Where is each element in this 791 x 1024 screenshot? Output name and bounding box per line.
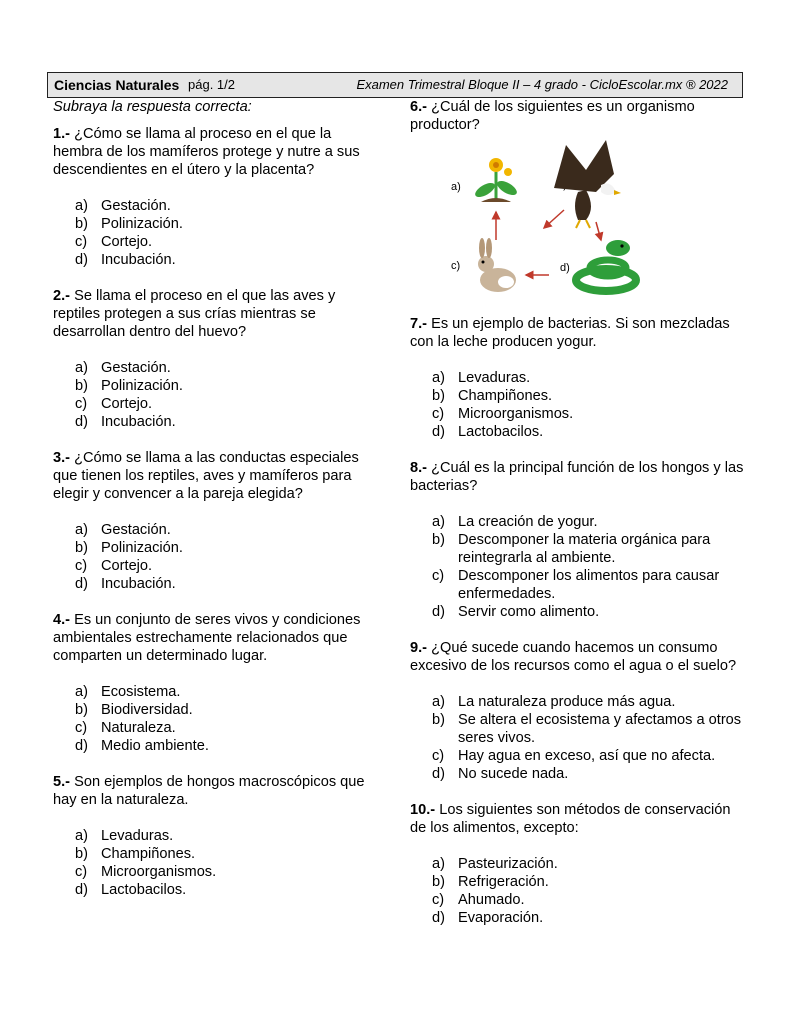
- option-letter: c): [432, 748, 445, 764]
- question-text: ¿Cuál es la principal función de los hongos y las bacterias?: [410, 460, 744, 494]
- food-chain-art: [446, 140, 676, 295]
- option-text: Descomponer la materia orgánica para reintegrarla al ambiente.: [458, 532, 711, 566]
- option-letter: b): [75, 540, 88, 556]
- option-letter: a): [75, 828, 88, 844]
- answer-option[interactable]: [53, 251, 383, 269]
- question-number: 6.-: [410, 99, 428, 115]
- answer-options: [410, 693, 750, 783]
- answer-option[interactable]: [53, 215, 383, 233]
- option-letter: d): [75, 414, 88, 430]
- option-text: Incubación.: [101, 252, 176, 268]
- question-number: 3.-: [53, 450, 71, 466]
- answer-option[interactable]: [410, 873, 750, 891]
- option-letter: b): [432, 874, 445, 890]
- option-text: Champiñones.: [458, 388, 553, 404]
- answer-options: [53, 197, 383, 269]
- option-text: Lactobacilos.: [458, 424, 544, 440]
- option-letter: d): [432, 910, 445, 926]
- diagram-label-c[interactable]: c): [451, 260, 461, 272]
- answer-option[interactable]: [410, 369, 750, 387]
- question-block: [410, 459, 750, 621]
- answer-option[interactable]: [53, 557, 383, 575]
- option-text: Polinización.: [101, 540, 183, 556]
- food-chain-diagram: [446, 140, 676, 295]
- exam-title: Examen Trimestral Bloque II – 4 grado - CicloEscolar.mx ® 2022: [356, 77, 728, 92]
- option-text: Se altera el ecosistema y afectamos a otros seres vivos.: [458, 712, 742, 746]
- option-letter: a): [75, 360, 88, 376]
- answer-options: [410, 369, 750, 441]
- question-text: ¿Qué sucede cuando hacemos un consumo excesivo de los recursos como el agua o el suelo?: [410, 640, 737, 674]
- option-text: Medio ambiente.: [101, 738, 209, 754]
- answer-option[interactable]: [53, 575, 383, 593]
- option-text: Gestación.: [101, 522, 171, 538]
- answer-option[interactable]: [53, 827, 383, 845]
- option-text: No sucede nada.: [458, 766, 569, 782]
- option-letter: c): [75, 864, 88, 880]
- right-column: [410, 98, 750, 945]
- answer-option[interactable]: [410, 909, 750, 927]
- answer-option[interactable]: [410, 711, 750, 747]
- option-letter: b): [432, 712, 445, 728]
- answer-option[interactable]: [53, 413, 383, 431]
- answer-options: [53, 359, 383, 431]
- answer-options: [410, 513, 750, 621]
- option-letter: c): [75, 720, 88, 736]
- option-letter: a): [432, 694, 445, 710]
- answer-option[interactable]: [410, 747, 750, 765]
- question-block: [410, 315, 750, 441]
- option-text: Levaduras.: [101, 828, 174, 844]
- option-letter: b): [432, 388, 445, 404]
- option-letter: b): [432, 532, 445, 548]
- answer-option[interactable]: [53, 233, 383, 251]
- option-letter: c): [75, 396, 88, 412]
- option-text: Champiñones.: [101, 846, 196, 862]
- question-text: Se llama el proceso en el que las aves y reptiles protegen a sus crías mientras se desarrollan dentro del huevo?: [53, 288, 336, 340]
- question-block: [53, 287, 383, 431]
- answer-option[interactable]: [410, 855, 750, 873]
- answer-option[interactable]: [410, 405, 750, 423]
- option-letter: d): [432, 604, 445, 620]
- diagram-label-a[interactable]: a): [451, 181, 461, 193]
- option-letter: d): [75, 738, 88, 754]
- option-text: Cortejo.: [101, 396, 153, 412]
- page-number: pág. 1/2: [188, 77, 235, 92]
- question-block: [53, 125, 383, 269]
- rabbit-icon: [478, 238, 516, 292]
- option-letter: d): [432, 424, 445, 440]
- answer-option[interactable]: [53, 197, 383, 215]
- option-text: Naturaleza.: [101, 720, 176, 736]
- question-block: [53, 773, 383, 899]
- question-number: 2.-: [53, 288, 71, 304]
- question-text: ¿Cómo se llama al proceso en el que la hembra de los mamíferos protege y nutre a sus descendientes en el útero y la placenta?: [53, 126, 360, 178]
- answer-option[interactable]: [53, 683, 383, 701]
- option-text: Levaduras.: [458, 370, 531, 386]
- question-number: 5.-: [53, 774, 71, 790]
- question-text: Es un ejemplo de bacterias. Si son mezcladas con la leche producen yogur.: [410, 316, 730, 350]
- question-block: [410, 639, 750, 783]
- option-letter: d): [432, 766, 445, 782]
- answer-option[interactable]: [410, 765, 750, 783]
- left-questions: [53, 125, 383, 899]
- option-text: Gestación.: [101, 198, 171, 214]
- option-text: Hay agua en exceso, así que no afecta.: [458, 748, 716, 764]
- option-text: La creación de yogur.: [458, 514, 598, 530]
- option-letter: c): [432, 892, 445, 908]
- question-text: Es un conjunto de seres vivos y condiciones ambientales estrechamente relacionados que comparten un determinado lugar.: [53, 612, 361, 664]
- answer-options: [53, 521, 383, 593]
- option-letter: a): [432, 856, 445, 872]
- answer-option[interactable]: [53, 701, 383, 719]
- option-letter: a): [75, 684, 88, 700]
- answer-option[interactable]: [53, 863, 383, 881]
- answer-options: [410, 855, 750, 927]
- question-text: Los siguientes son métodos de conservación de los alimentos, excepto:: [410, 802, 731, 836]
- option-text: Gestación.: [101, 360, 171, 376]
- option-text: La naturaleza produce más agua.: [458, 694, 676, 710]
- answer-option[interactable]: [410, 891, 750, 909]
- question-number: 1.-: [53, 126, 71, 142]
- option-letter: a): [432, 370, 445, 386]
- answer-option[interactable]: [53, 719, 383, 737]
- option-text: Refrigeración.: [458, 874, 549, 890]
- question-block: [53, 611, 383, 755]
- option-text: Microorganismos.: [101, 864, 217, 880]
- answer-option[interactable]: [410, 423, 750, 441]
- option-text: Cortejo.: [101, 558, 153, 574]
- answer-option[interactable]: [53, 881, 383, 899]
- answer-option[interactable]: [53, 359, 383, 377]
- option-letter: a): [75, 198, 88, 214]
- option-text: Incubación.: [101, 414, 176, 430]
- option-text: Pasteurización.: [458, 856, 558, 872]
- option-text: Servir como alimento.: [458, 604, 600, 620]
- option-text: Biodiversidad.: [101, 702, 193, 718]
- option-text: Descomponer los alimentos para causar enfermedades.: [458, 568, 720, 602]
- question-block: [53, 449, 383, 593]
- exam-header: [47, 72, 743, 98]
- question-number: 8.-: [410, 460, 428, 476]
- option-letter: d): [75, 252, 88, 268]
- option-letter: b): [75, 702, 88, 718]
- question-text: ¿Cuál de los siguientes es un organismo productor?: [410, 99, 695, 133]
- option-text: Polinización.: [101, 216, 183, 232]
- answer-options: [53, 827, 383, 899]
- diagram-label-d[interactable]: d): [560, 262, 570, 274]
- answer-option[interactable]: [53, 395, 383, 413]
- option-letter: b): [75, 846, 88, 862]
- option-letter: d): [75, 882, 88, 898]
- option-letter: c): [75, 234, 88, 250]
- option-letter: a): [75, 522, 88, 538]
- question-number: 7.-: [410, 316, 428, 332]
- question-number: 10.-: [410, 802, 436, 818]
- answer-options: [53, 683, 383, 755]
- instructions: Subraya la respuesta correcta:: [53, 99, 252, 115]
- option-text: Ecosistema.: [101, 684, 181, 700]
- option-letter: d): [75, 576, 88, 592]
- option-text: Ahumado.: [458, 892, 525, 908]
- option-letter: c): [432, 568, 445, 584]
- answer-option[interactable]: [53, 845, 383, 863]
- question-6: [410, 98, 750, 295]
- option-text: Polinización.: [101, 378, 183, 394]
- option-letter: c): [432, 406, 445, 422]
- subject-title: Ciencias Naturales: [54, 77, 180, 93]
- left-column: [53, 98, 383, 917]
- eagle-icon: [554, 140, 621, 228]
- question-text: Son ejemplos de hongos macroscópicos que hay en la naturaleza.: [53, 774, 365, 808]
- question-number: 9.-: [410, 640, 428, 656]
- answer-option[interactable]: [410, 693, 750, 711]
- answer-option[interactable]: [410, 387, 750, 405]
- answer-option[interactable]: [53, 737, 383, 755]
- answer-option[interactable]: [53, 521, 383, 539]
- question-block: [410, 801, 750, 927]
- option-text: Lactobacilos.: [101, 882, 187, 898]
- option-text: Cortejo.: [101, 234, 153, 250]
- answer-option[interactable]: [53, 539, 383, 557]
- answer-option[interactable]: [410, 513, 750, 531]
- answer-option[interactable]: [53, 377, 383, 395]
- answer-option[interactable]: [410, 567, 750, 603]
- option-letter: a): [432, 514, 445, 530]
- option-letter: c): [75, 558, 88, 574]
- right-questions: [410, 315, 750, 927]
- plant-icon: [473, 158, 519, 202]
- snake-icon: [576, 240, 636, 291]
- option-letter: b): [75, 216, 88, 232]
- option-text: Evaporación.: [458, 910, 544, 926]
- option-letter: b): [75, 378, 88, 394]
- answer-option[interactable]: [410, 531, 750, 567]
- answer-option[interactable]: [410, 603, 750, 621]
- question-text: ¿Cómo se llama a las conductas especiales que tienen los reptiles, aves y mamíferos para elegir y convencer a la pareja elegida?: [53, 450, 359, 502]
- question-number: 4.-: [53, 612, 71, 628]
- option-text: Incubación.: [101, 576, 176, 592]
- option-text: Microorganismos.: [458, 406, 574, 422]
